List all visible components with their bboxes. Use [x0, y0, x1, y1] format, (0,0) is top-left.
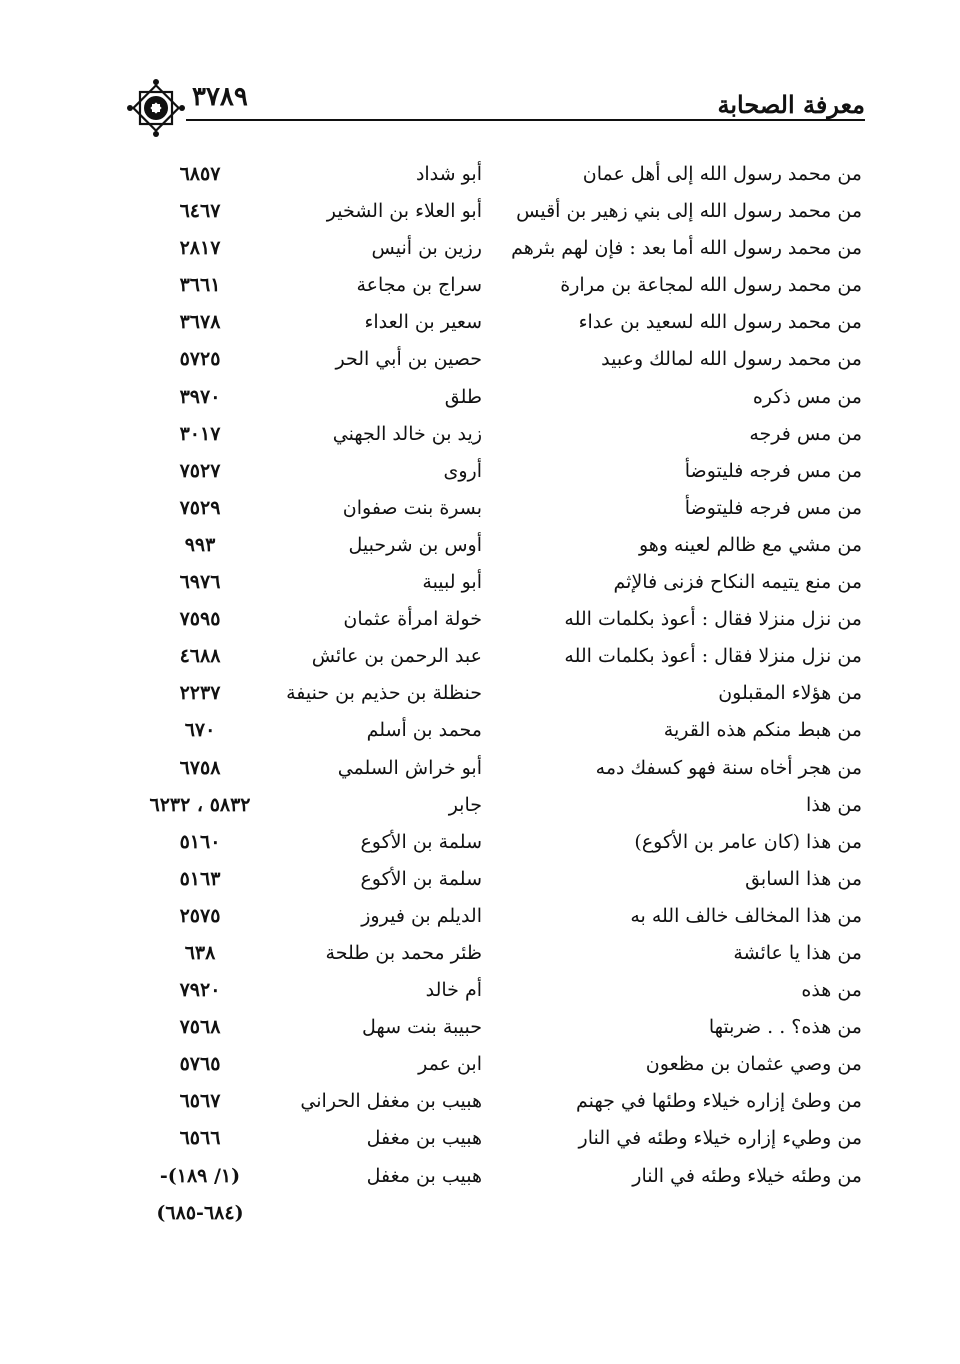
narrator-name: حنظلة بن حذيم بن حنيفة: [286, 682, 482, 705]
hadith-number: ٥٧٢٥: [179, 348, 221, 371]
hadith-incipit: من وطئه خيلاء وطئه في النار: [632, 1164, 862, 1187]
hadith-number: ٢٢٣٧: [179, 682, 221, 705]
narrator-name: أبو خراش السلمي: [337, 756, 482, 779]
hadith-incipit: من هجر أخاه سنة فهو كسفك دمه: [595, 756, 862, 779]
hadith-incipit: من هؤلاء المقبلون: [718, 682, 862, 705]
index-row: [0, 341, 960, 378]
hadith-number-continuation: (٦٨٤-٦٨٥): [156, 1201, 244, 1224]
index-row: [0, 416, 960, 453]
hadith-number: ٩٩٣: [184, 533, 216, 556]
index-row: [0, 230, 960, 267]
narrator-name: أبو شداد: [415, 163, 482, 185]
index-row: [0, 972, 960, 1009]
hadith-incipit: من مس فرجه فليتوضأ: [684, 459, 862, 482]
hadith-number: ٣٩٧٠: [179, 385, 221, 408]
index-row: [0, 564, 960, 601]
hadith-number: ٧٥٢٧: [179, 459, 221, 482]
header-rule: [186, 119, 865, 121]
hadith-number: ٦٥٦٦: [179, 1127, 221, 1150]
hadith-incipit: من منع يتيمه النكاح فزنى فالإثم: [613, 571, 862, 594]
hadith-number: ٧٥٩٥: [179, 608, 221, 631]
hadith-number: ٦٣٨: [184, 941, 216, 964]
index-row: [0, 638, 960, 675]
hadith-number: ٦٥٦٧: [179, 1090, 221, 1113]
page-number: ٣٧٨٩: [192, 82, 248, 112]
hadith-number: ٧٩٢٠: [179, 979, 221, 1002]
hadith-incipit: من مس ذكره: [752, 385, 862, 408]
index-row: [0, 490, 960, 527]
narrator-name: حصين بن أبي الحر: [335, 348, 482, 371]
hadith-incipit: من نزل منزلا فقال : أعوذ بكلمات الله: [564, 645, 862, 668]
narrator-name: هبيب بن مغفل الحراني: [300, 1090, 482, 1113]
index-row: [0, 898, 960, 935]
index-row: [0, 675, 960, 712]
index-row: [0, 1158, 960, 1195]
narrator-name: محمد بن أسلم: [366, 719, 482, 742]
hadith-number: ٦٧٠: [184, 719, 216, 742]
narrator-name: عبد الرحمن بن عائش: [311, 645, 482, 668]
hadith-incipit: من مس فرجه فليتوضأ: [684, 496, 862, 519]
index-row: [0, 453, 960, 490]
narrator-name: أروى: [443, 459, 482, 482]
hadith-incipit: من محمد رسول الله لمالك وعبيد: [601, 348, 862, 371]
hadith-number: ٦٩٧٦: [179, 571, 221, 594]
hadith-incipit: من هذا: [806, 793, 862, 816]
page-header: [120, 78, 865, 138]
narrator-name: ابن عمر: [418, 1053, 482, 1076]
narrator-name: خولة امرأة عثمان: [343, 608, 482, 631]
hadith-number: ٤٦٨٨: [179, 645, 221, 668]
hadith-incipit: من هذا (كان عامر بن الأكوع): [634, 830, 862, 853]
ornament-icon: [126, 78, 186, 138]
index-row: [0, 824, 960, 861]
hadith-number: ٦٤٦٧: [179, 200, 221, 223]
index-row: [0, 379, 960, 416]
hadith-number: ٣٠١٧: [179, 422, 221, 445]
narrator-name: بسرة بنت صفوان: [342, 496, 482, 519]
index-row: [0, 156, 960, 193]
narrator-name: أم خالد: [425, 979, 482, 1002]
narrator-name: أوس بن شرحبيل: [348, 533, 482, 556]
hadith-incipit: من مشي مع ظالم لعينه وهو: [638, 533, 862, 556]
narrator-name: سراج بن مجاعة: [356, 274, 482, 297]
index-row: [0, 935, 960, 972]
hadith-number: ٥٨٣٢ ، ٦٢٣٢: [149, 793, 251, 816]
hadith-incipit: من وصي عثمان بن مظعون: [645, 1053, 862, 1076]
hadith-incipit: من نزل منزلا فقال : أعوذ بكلمات الله: [564, 608, 862, 631]
hadith-incipit: من هذا يا عائشة: [733, 941, 862, 964]
index-row: [0, 861, 960, 898]
narrator-name: سلمة بن الأكوع: [360, 867, 482, 890]
continuation-row: [0, 1195, 960, 1232]
hadith-number: ٥٧٦٥: [179, 1053, 221, 1076]
hadith-incipit: من هذا المخالف خالف الله به: [630, 904, 862, 927]
index-row: [0, 1046, 960, 1083]
hadith-incipit: من هذه؟ . . ضربتها: [708, 1016, 862, 1039]
index-row: [0, 787, 960, 824]
index-row: [0, 193, 960, 230]
narrator-name: رزين بن أنيس: [371, 237, 482, 260]
hadith-incipit: من مس فرجه: [749, 422, 862, 445]
hadith-number: ٥١٦٠: [179, 830, 221, 853]
hadith-number: ٣٦٧٨: [179, 311, 221, 334]
hadith-number: ٧٥٦٨: [179, 1016, 221, 1039]
hadith-incipit: من محمد رسول الله إلى بني زهير بن أقيس: [516, 200, 862, 223]
index-row: [0, 601, 960, 638]
hadith-number: ٢٥٧٥: [179, 904, 221, 927]
book-title: معرفة الصحابة: [717, 90, 865, 119]
narrator-name: ظئر محمد بن طلحة: [325, 941, 482, 964]
narrator-name: طلق: [444, 385, 482, 408]
narrator-name: سعير بن العداء: [364, 311, 482, 334]
hadith-number: ٣٦٦١: [179, 274, 221, 297]
index-row: [0, 1009, 960, 1046]
narrator-name: حبيبة بنت سهل: [362, 1016, 482, 1039]
index-row: [0, 1120, 960, 1157]
hadith-number: ٧٥٢٩: [179, 496, 221, 519]
narrator-name: أبو العلاء بن الشخير: [326, 200, 482, 223]
hadith-number: ٦٧٥٨: [179, 756, 221, 779]
index-row: [0, 267, 960, 304]
index-row: [0, 527, 960, 564]
hadith-incipit: من محمد رسول الله لمجاعة بن مرارة: [560, 274, 862, 297]
index-row: [0, 750, 960, 787]
hadith-number: (١/ ١٨٩)-: [159, 1164, 241, 1187]
hadith-incipit: من محمد رسول الله لسعيد بن عداء: [578, 311, 862, 334]
hadith-incipit: من محمد رسول الله إلى أهل عمان: [582, 163, 862, 185]
hadith-number: ٢٨١٧: [179, 237, 221, 260]
narrator-name: هبيب بن مغفل: [366, 1164, 482, 1187]
hadith-incipit: من هذه: [801, 979, 862, 1002]
narrator-name: جابر: [448, 793, 482, 816]
index-row: [0, 304, 960, 341]
hadith-incipit: من محمد رسول الله أما بعد : فإن لهم بثرهم: [511, 237, 862, 260]
hadith-incipit: من وطئ إزاره خيلاء وطئها في جهنم: [575, 1090, 862, 1113]
index-row: [0, 712, 960, 749]
index-row: [0, 1083, 960, 1120]
narrator-name: الديلم بن فيروز: [361, 904, 482, 927]
hadith-number: ٥١٦٣: [179, 867, 221, 890]
index-list: [0, 156, 960, 1232]
hadith-incipit: من وطيء إزاره خيلاء وطئه في النار: [578, 1127, 862, 1150]
hadith-number: ٦٨٥٧: [179, 163, 221, 185]
narrator-name: زيد بن خالد الجهني: [332, 422, 482, 445]
hadith-incipit: من هبط منكم هذه القرية: [663, 719, 862, 742]
narrator-name: أبو لبيبة: [422, 571, 482, 594]
hadith-incipit: من هذا السابق: [745, 867, 862, 890]
narrator-name: سلمة بن الأكوع: [360, 830, 482, 853]
narrator-name: هبيب بن مغفل: [366, 1127, 482, 1150]
